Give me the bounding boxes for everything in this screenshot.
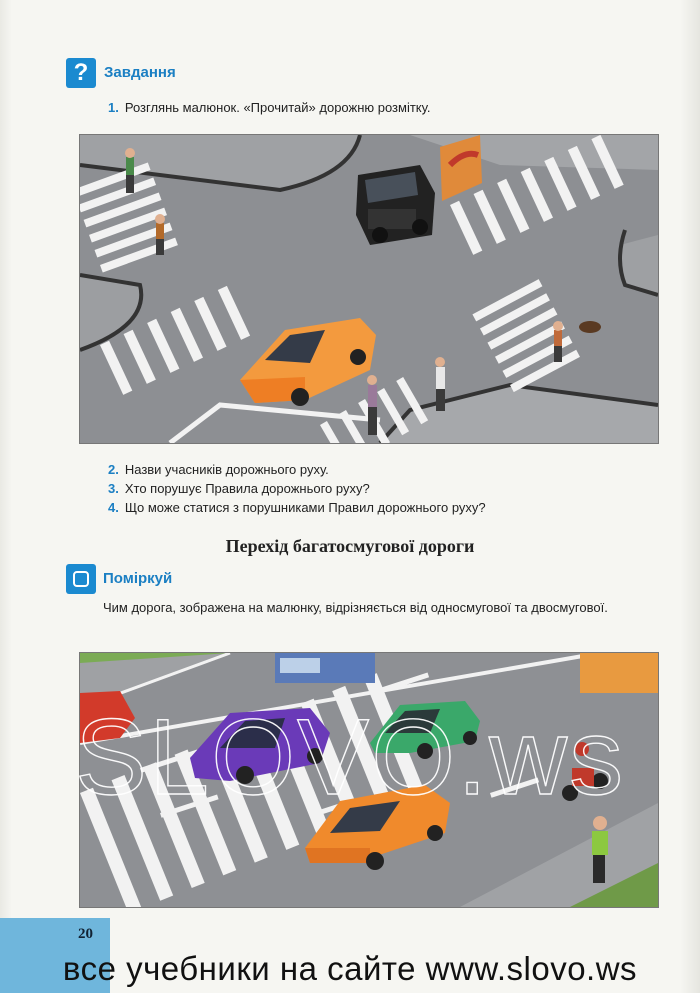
question-4 [108, 500, 486, 515]
question-number: 3. [108, 481, 119, 496]
question-number: 2. [108, 462, 119, 477]
question-3 [108, 481, 370, 496]
task-heading: Завдання [104, 64, 176, 81]
think-text: Чим дорога, зображена на малюнку, відрізняється від односмугової та двосмугової. [103, 600, 608, 615]
question-mark-icon: ? [66, 58, 96, 88]
question-text: Що може статися з порушниками Правил дорожнього руху? [124, 500, 486, 515]
intersection-illustration [79, 134, 659, 444]
task-item-1 [108, 100, 430, 115]
question-number: 4. [108, 500, 119, 515]
task-item-number: 1. [108, 100, 119, 115]
section-title: Перехід багатосмугової дороги [225, 536, 475, 556]
question-text: Назви учасників дорожнього руху. [124, 462, 329, 477]
task-item-text: Розглянь малюнок. «Прочитай» дорожню розмітку. [124, 100, 431, 115]
watermark: SLOVO.ws [75, 696, 626, 817]
page-number: 20 [78, 926, 93, 942]
think-heading: Поміркуй [103, 570, 173, 587]
question-text: Хто порушує Правила дорожнього руху? [124, 481, 370, 496]
footer-link[interactable]: все учебники на сайте www.slovo.ws [62, 950, 638, 987]
question-2 [108, 462, 329, 477]
stop-square-icon [66, 564, 96, 594]
